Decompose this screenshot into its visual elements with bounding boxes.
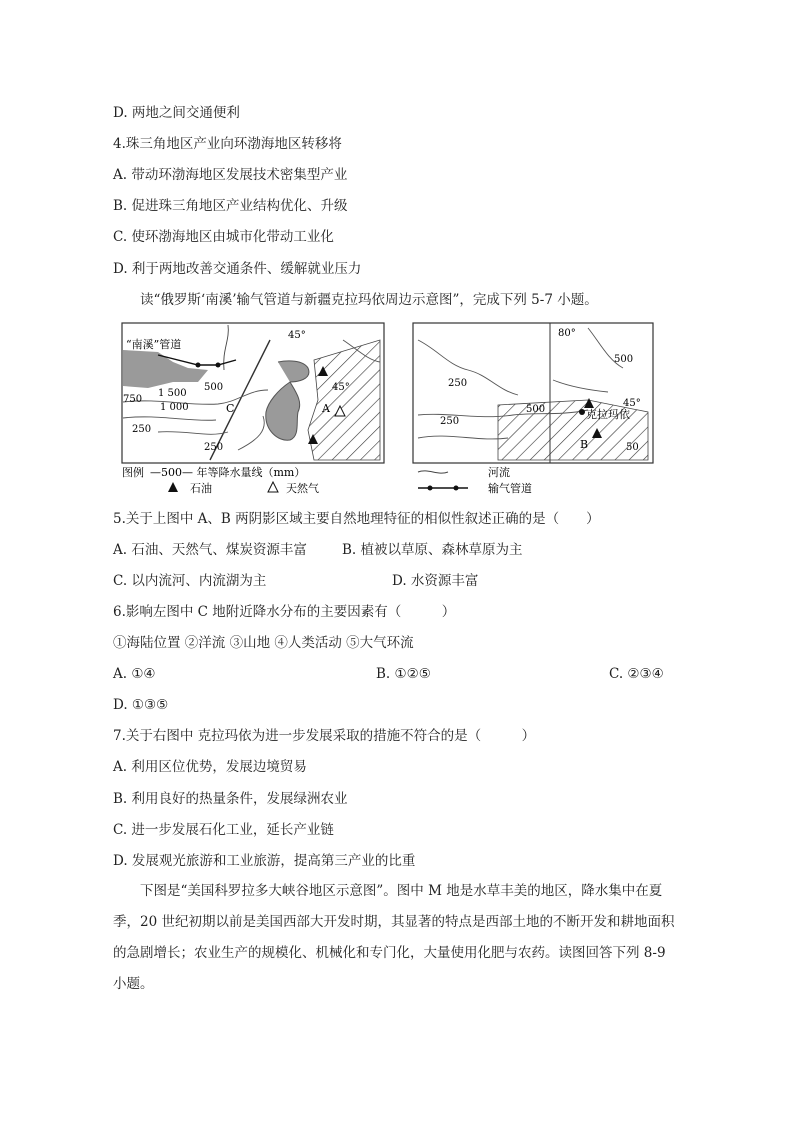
gas-legend-icon	[268, 482, 278, 492]
region-a-label: A	[322, 402, 330, 415]
r-isoline-500-a: 500	[614, 354, 634, 365]
q4-option-a: A. 带动环渤海地区发展技术密集型产业	[113, 167, 348, 183]
isoline-500: 500	[204, 382, 224, 393]
question-5-stem: 5.关于上图中 A、B 两阴影区域主要自然地理特征的相似性叙述正确的是（ ）	[113, 511, 600, 527]
lat-label-right: 45°	[332, 382, 350, 393]
q4-option-b: B. 促进珠三角地区产业结构优化、升级	[113, 198, 348, 214]
lon-label: 80°	[558, 328, 576, 339]
q6-option-d: D. ①③⑤	[113, 697, 169, 713]
region-b-label: B	[580, 438, 589, 451]
legend-isoline: —500— 年等降水量线（mm）	[150, 466, 306, 479]
q4-option-d: D. 利于两地改善交通条件、缓解就业压力	[113, 261, 362, 277]
r-isoline-500-b: 500	[526, 404, 546, 415]
pipeline-label: “南溪”管道	[126, 338, 182, 351]
q7-option-b: B. 利用良好的热量条件，发展绿洲农业	[113, 791, 348, 807]
left-map	[122, 323, 384, 463]
question-6-stem: 6.影响左图中 C 地附近降水分布的主要因素有（ ）	[113, 604, 456, 620]
oil-legend-icon	[168, 482, 178, 492]
isoline-1500: 1 500	[158, 388, 187, 399]
q5-option-c: C. 以内流河、内流湖为主	[113, 573, 267, 589]
q6-option-a: A. ①④	[113, 666, 156, 682]
isoline-250-b: 250	[204, 442, 224, 453]
r-lat-label: 45°	[623, 398, 641, 409]
q6-option-b: B. ①②⑤	[376, 666, 431, 682]
lat-label-top: 45°	[288, 330, 306, 341]
isoline-1000: 1 000	[160, 402, 189, 413]
question-4-stem: 4.珠三角地区产业向环渤海地区转移将	[113, 136, 342, 152]
q6-option-c: C. ②③④	[609, 666, 664, 682]
q5-option-b: B. 植被以草原、森林草原为主	[342, 542, 523, 558]
legend-oil: 石油	[190, 482, 212, 495]
q5-option-a: A. 石油、天然气、煤炭资源丰富	[113, 542, 307, 558]
q4-option-c: C. 使环渤海地区由城市化带动工业化	[113, 229, 334, 245]
r-isoline-250-a: 250	[448, 378, 468, 389]
q6-factors: ①海陆位置 ②洋流 ③山地 ④人类活动 ⑤大气环流	[113, 635, 414, 651]
intro-q8-9	[113, 876, 683, 1000]
q7-option-d: D. 发展观光旅游和工业旅游，提高第三产业的比重	[113, 853, 416, 869]
intro-q8-9-text: 下图是“美国科罗拉多大峡谷地区示意图”。图中 M 地是水草丰美的地区，降水集中在夏季，20 世纪初期以前是美国西部大开发时期，其显著的特点是西部土地的不断开发和耕地面积的急剧增长；农业生产的规模化、机械化和专门化，大量使用化肥与农药。读图回答下列 8-9 小题。	[113, 883, 675, 992]
map-figure	[118, 320, 658, 500]
legend-pipeline: 输气管道	[488, 482, 532, 495]
option-d-q3: D. 两地之间交通便利	[113, 105, 240, 121]
q5-option-d: D. 水资源丰富	[392, 573, 479, 589]
region-c-label: C	[226, 402, 235, 415]
legend-gas: 天然气	[286, 482, 319, 495]
r-isoline-250-b: 250	[440, 416, 460, 427]
q7-option-c: C. 进一步发展石化工业，延长产业链	[113, 822, 334, 838]
intro-q5-7: 读“俄罗斯‘南溪’输气管道与新疆克拉玛依周边示意图”，完成下列 5-7 小题。	[140, 292, 598, 308]
isoline-750: 750	[123, 394, 143, 405]
legend-title: 图例	[122, 466, 144, 479]
isoline-250-a: 250	[132, 424, 152, 435]
city-label: 克拉玛依	[586, 408, 630, 421]
map-figure-svg	[118, 320, 658, 500]
r-isoline-50: 50	[626, 442, 639, 453]
q7-option-a: A. 利用区位优势，发展边境贸易	[113, 759, 307, 775]
legend	[122, 465, 532, 495]
legend-river: 河流	[488, 466, 510, 479]
river-legend-icon	[418, 471, 448, 473]
right-map	[413, 323, 653, 463]
question-7-stem: 7.关于右图中 克拉玛依为进一步发展采取的措施不符合的是（ ）	[113, 728, 536, 744]
